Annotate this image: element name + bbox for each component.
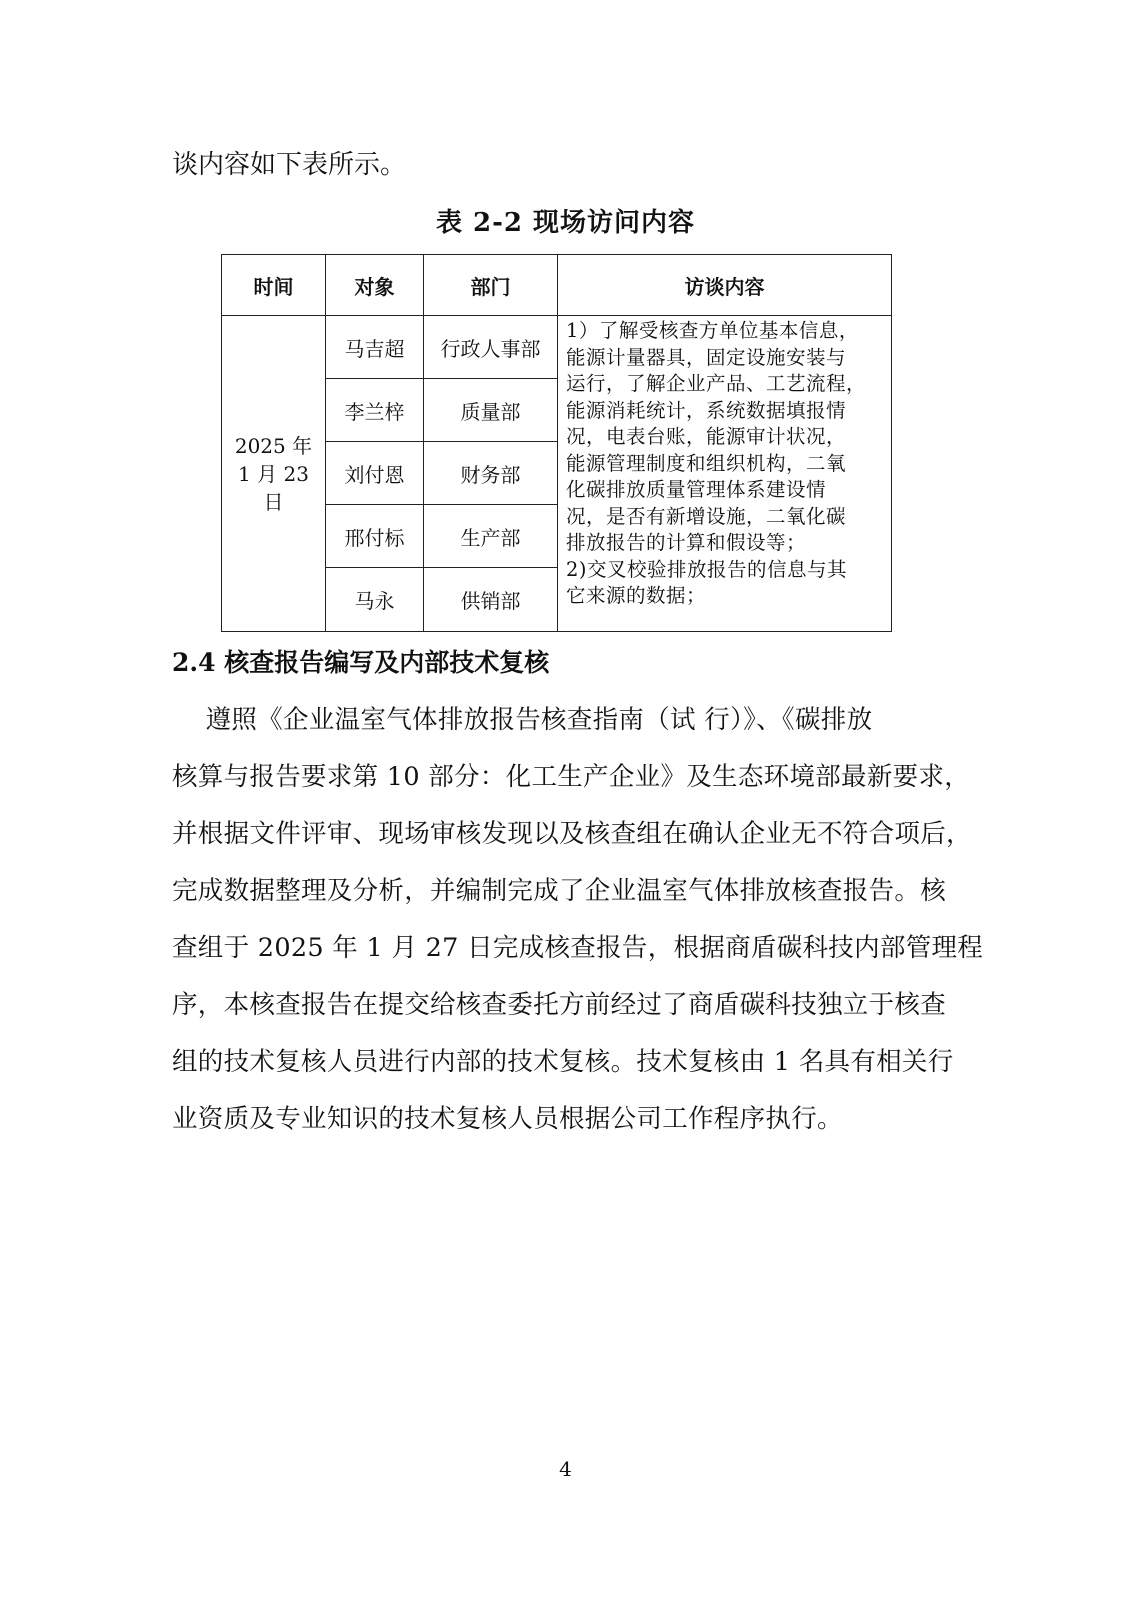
content-line: 2)交叉校验排放报告的信息与其 <box>566 557 848 581</box>
header-time: 时间 <box>222 255 326 316</box>
table-header-row <box>222 255 892 316</box>
date-cell <box>222 316 326 632</box>
content-line: 能源计量器具，固定设施安装与 <box>566 345 847 369</box>
paragraph-line: 查组于 2025 年 1 月 27 日完成核查报告，根据商盾碳科技内部管理程 <box>172 933 984 963</box>
person-cell: 李兰梓 <box>326 379 424 442</box>
content-line: 能源管理制度和组织机构，二氧 <box>566 451 847 475</box>
dept-cell: 供销部 <box>424 568 558 632</box>
date-text: 2025 年 1 月 23 日 <box>234 433 313 514</box>
content-cell <box>558 316 892 632</box>
person-cell: 马吉超 <box>326 316 424 379</box>
dept-cell: 生产部 <box>424 505 558 568</box>
table-row <box>222 316 892 379</box>
content-line: 排放报告的计算和假设等； <box>566 531 807 554</box>
section-heading: 2.4 核查报告编写及内部技术复核 <box>172 648 550 677</box>
dept-cell: 行政人事部 <box>424 316 558 379</box>
paragraph-line: 核算与报告要求第 10 部分：化工生产企业》及生态环境部最新要求， <box>172 762 971 792</box>
table-caption: 表 2-2 现场访问内容 <box>435 208 696 238</box>
paragraph-line: 组的技术复核人员进行内部的技术复核。技术复核由 1 名具有相关行 <box>172 1047 954 1077</box>
paragraph-line: 并根据文件评审、现场审核发现以及核查组在确认企业无不符合项后， <box>172 819 972 849</box>
header-person: 对象 <box>326 255 424 316</box>
paragraph-line: 序，本核查报告在提交给核查委托方前经过了商盾碳科技独立于核查 <box>172 990 947 1020</box>
content-line: 运行，了解企业产品、工艺流程， <box>566 372 867 395</box>
person-cell: 刘付恩 <box>326 442 424 505</box>
paragraph-line: 遵照《企业温室气体排放报告核查指南（试 行）》、《碳排放 <box>172 705 873 735</box>
content-line: 况，是否有新增设施，二氧化碳 <box>566 504 847 528</box>
dept-cell: 财务部 <box>424 442 558 505</box>
header-dept: 部门 <box>424 255 558 316</box>
header-content: 访谈内容 <box>558 255 892 316</box>
page-number: 4 <box>559 1457 572 1481</box>
intro-line: 谈内容如下表所示。 <box>172 150 407 180</box>
paragraph-line: 业资质及专业知识的技术复核人员根据公司工作程序执行。 <box>172 1104 843 1134</box>
content-line: 况，电表台账，能源审计状况， <box>566 425 847 448</box>
content-line: 它来源的数据； <box>566 584 707 607</box>
dept-cell: 质量部 <box>424 379 558 442</box>
person-cell: 邢付标 <box>326 505 424 568</box>
content-line: 化碳排放质量管理体系建设情 <box>566 478 827 501</box>
content-line: 1）了解受核查方单位基本信息， <box>566 319 859 342</box>
content-line: 能源消耗统计，系统数据填报情 <box>566 398 847 422</box>
visit-table <box>221 254 892 632</box>
paragraph-line: 完成数据整理及分析，并编制完成了企业温室气体排放核查报告。核 <box>172 876 947 906</box>
person-cell: 马永 <box>326 568 424 632</box>
